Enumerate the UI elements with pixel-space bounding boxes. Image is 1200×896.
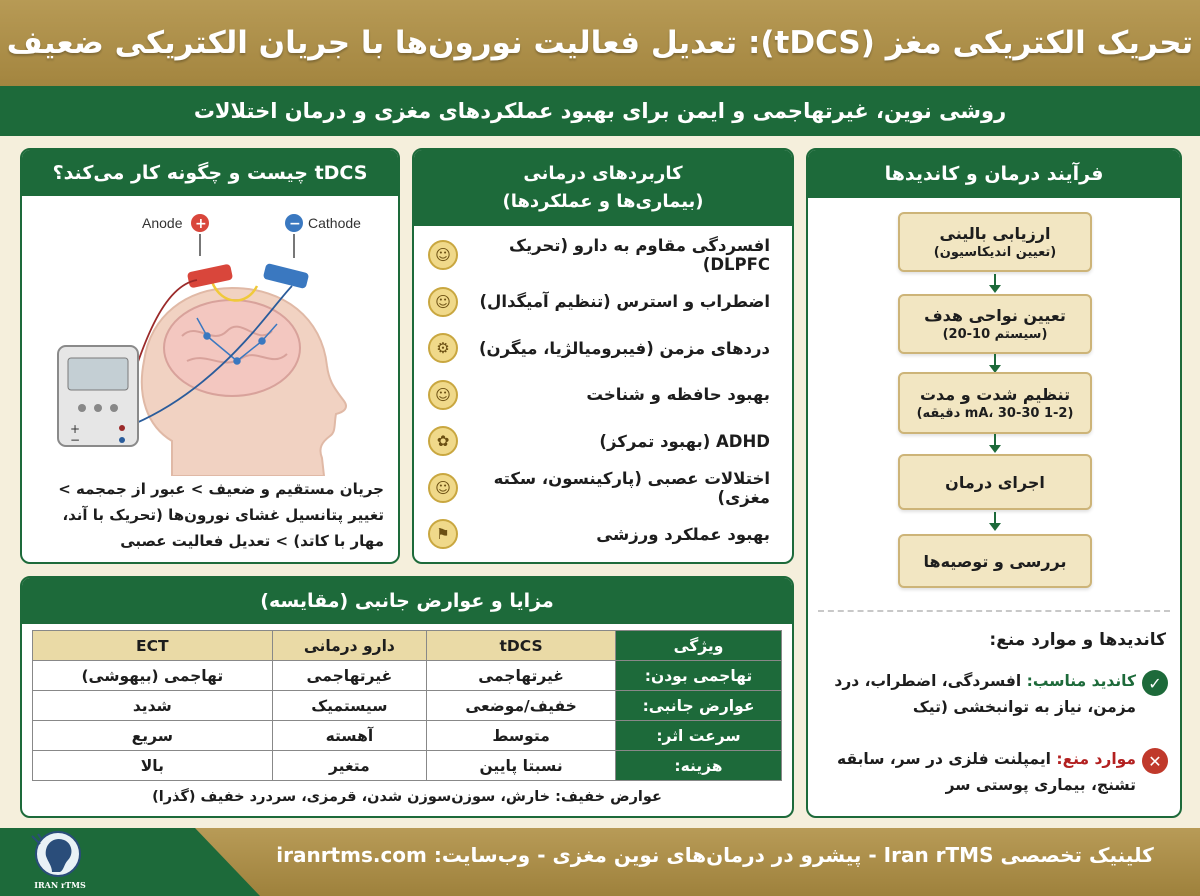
table-cell: هزینه: [616, 751, 782, 781]
step-title: ارزیابی بالینی [939, 224, 1051, 243]
table-cell: تهاجمی (بیهوشی) [33, 661, 273, 691]
arrow-down-icon [988, 354, 1002, 374]
check-icon: ✓ [1142, 670, 1168, 696]
candidates-title: کاندیدها و موارد منع: [989, 630, 1166, 650]
device-button [94, 404, 102, 412]
step-detail: (تعیین اندیکاسیون) [933, 245, 1057, 260]
page-subheader [0, 86, 1200, 136]
table-header-cell: ویژگی [616, 631, 782, 661]
cathode-electrode [263, 263, 310, 289]
apps-title-line2: (بیماری‌ها و عملکردها) [502, 191, 704, 212]
flow-step [898, 294, 1092, 354]
step-title: بررسی و توصیه‌ها [923, 551, 1067, 571]
device-button [78, 404, 86, 412]
table-cell: متوسط [427, 721, 616, 751]
flow-step [898, 534, 1092, 588]
contra-text [818, 746, 1136, 798]
flow-step [898, 212, 1092, 272]
gear-icon: ⚙ [428, 333, 458, 363]
table-row [33, 721, 782, 751]
flow-step [898, 454, 1092, 510]
list-item [428, 232, 778, 279]
cross-icon: ✕ [1142, 748, 1168, 774]
footer-text: کلینیک تخصصی Iran rTMS - پیشرو در درمان‌های نوین مغزی - وب‌سایت: iranrtms.com [276, 843, 1154, 867]
runner-icon: ⚑ [428, 519, 458, 549]
table-row [33, 661, 782, 691]
table-header-cell: دارو درمانی [272, 631, 427, 661]
device-anode-port [119, 425, 125, 431]
table-cell: شدید [33, 691, 273, 721]
step-title: تعیین نواحی هدف [924, 306, 1066, 325]
device-cathode-port [119, 437, 125, 443]
minus-icon-glyph: − [289, 216, 301, 232]
table-cell: سرعت اثر: [616, 721, 782, 751]
electrode-leads [200, 234, 294, 258]
table-cell: خفیف/موضعی [427, 691, 616, 721]
list-item [428, 465, 778, 512]
step-title: تنظیم شدت و مدت [919, 385, 1071, 404]
step-title: اجرای درمان [945, 472, 1045, 492]
app-label: دردهای مزمن (فیبرومیالژیا، میگرن) [478, 338, 770, 358]
table-cell: متغیر [272, 751, 427, 781]
logo-caption: IRAN rTMS [34, 880, 86, 890]
device-plus-label: + [70, 422, 81, 436]
arrow-down-icon [988, 434, 1002, 454]
comparison-panel [20, 576, 794, 818]
app-label: اختلالات عصبی (پارکینسون، سکته مغزی) [493, 468, 770, 507]
contra-label: موارد منع: [1056, 750, 1136, 768]
head-profile-icon: ☺ [428, 473, 458, 503]
brain-icon: ✿ [428, 426, 458, 456]
process-panel [806, 148, 1182, 818]
table-cell: سیستمیک [272, 691, 427, 721]
section-divider [818, 610, 1170, 612]
page-header [0, 0, 1200, 86]
table-cell: بالا [33, 751, 273, 781]
table-cell: سریع [33, 721, 273, 751]
table-cell: نسبتا پایین [427, 751, 616, 781]
brain-head-icon: ☺ [428, 240, 458, 270]
device-minus-label: − [70, 433, 81, 447]
plus-icon-glyph: + [195, 216, 207, 232]
app-label: افسردگی مقاوم به دارو (تحریک DLPFC) [509, 236, 770, 275]
device-button [110, 404, 118, 412]
applications-panel [412, 148, 794, 564]
contra-detail: ایمپلنت فلزی در سر، سابقه تشنج، بیماری پوستی سر [837, 750, 1136, 794]
brain-head-icon: ☺ [428, 380, 458, 410]
list-item [428, 418, 778, 465]
what-panel-title: tDCS چیست و چگونه کار می‌کند؟ [22, 150, 398, 196]
page-subtitle: روشی نوین، غیرتهاجمی و ایمن برای بهبود عملکردهای مغزی و درمان اختلالات [193, 99, 1007, 123]
table-header-cell: ECT [33, 631, 273, 661]
apps-panel-title [414, 150, 792, 226]
suitable-candidates [818, 668, 1168, 720]
cathode-label: Cathode [308, 215, 361, 231]
page-title: تحریک الکتریکی مغز (tDCS): تعدیل فعالیت نورون‌ها با جریان الکتریکی ضعیف [6, 25, 1194, 61]
table-cell: عوارض جانبی: [616, 691, 782, 721]
suitable-text [818, 668, 1136, 720]
table-cell: غیرتهاجمی [427, 661, 616, 691]
suitable-label: کاندید مناسب: [1026, 672, 1136, 690]
table-row [33, 751, 782, 781]
apps-title-line1: کاربردهای درمانی [523, 163, 683, 184]
head-profile-icon: ☺ [428, 287, 458, 317]
contraindications [818, 746, 1168, 798]
list-item [428, 372, 778, 419]
app-label: بهبود عملکرد ورزشی [596, 524, 770, 544]
table-cell: غیرتهاجمی [272, 661, 427, 691]
tdcs-diagram [22, 196, 398, 476]
table-row [33, 691, 782, 721]
step-detail: (سیستم 10-20) [942, 327, 1048, 342]
arrow-down-icon [988, 274, 1002, 294]
anode-electrode [187, 264, 233, 289]
table-cell: تهاجمی بودن: [616, 661, 782, 691]
app-label: ADHD (بهبود تمرکز) [599, 431, 770, 451]
side-effects-note: عوارض خفیف: خارش، سوزن‌سوزن شدن، قرمزی، سردرد خفیف (گذرا) [152, 789, 662, 805]
suitable-detail: افسردگی، اضطراب، درد مزمن، نیاز به توانبخشی (تیک [834, 672, 1136, 716]
app-label: اضطراب و استرس (تنظیم آمیگدال) [479, 292, 770, 312]
process-panel-title: فرآیند درمان و کاندیدها [808, 150, 1180, 198]
anode-label: Anode [142, 215, 183, 231]
brain-shape [164, 300, 300, 396]
tdcs-illustration [22, 196, 398, 476]
list-item [428, 325, 778, 372]
tdcs-mechanism-text: جریان مستقیم و ضعیف > عبور از جمجمه > تغییر پتانسیل غشای نورون‌ها (تحریک با آند، مهار با کاتد) > تعدیل فعالیت عصبی [58, 480, 384, 550]
list-item [428, 279, 778, 326]
what-is-tdcs-panel [20, 148, 400, 564]
step-detail: (1-2 mA، 30-30 دقیقه) [916, 406, 1074, 421]
comparison-table [32, 630, 782, 781]
list-item [428, 511, 778, 558]
comparison-panel-title: مزایا و عوارض جانبی (مقایسه) [22, 578, 792, 624]
applications-list [414, 226, 792, 558]
table-header-row [33, 631, 782, 661]
arrow-down-icon [988, 512, 1002, 532]
flow-step [898, 372, 1092, 434]
app-label: بهبود حافظه و شناخت [586, 385, 770, 405]
device-screen [68, 358, 128, 390]
table-cell: آهسته [272, 721, 427, 751]
table-header-cell: tDCS [427, 631, 616, 661]
